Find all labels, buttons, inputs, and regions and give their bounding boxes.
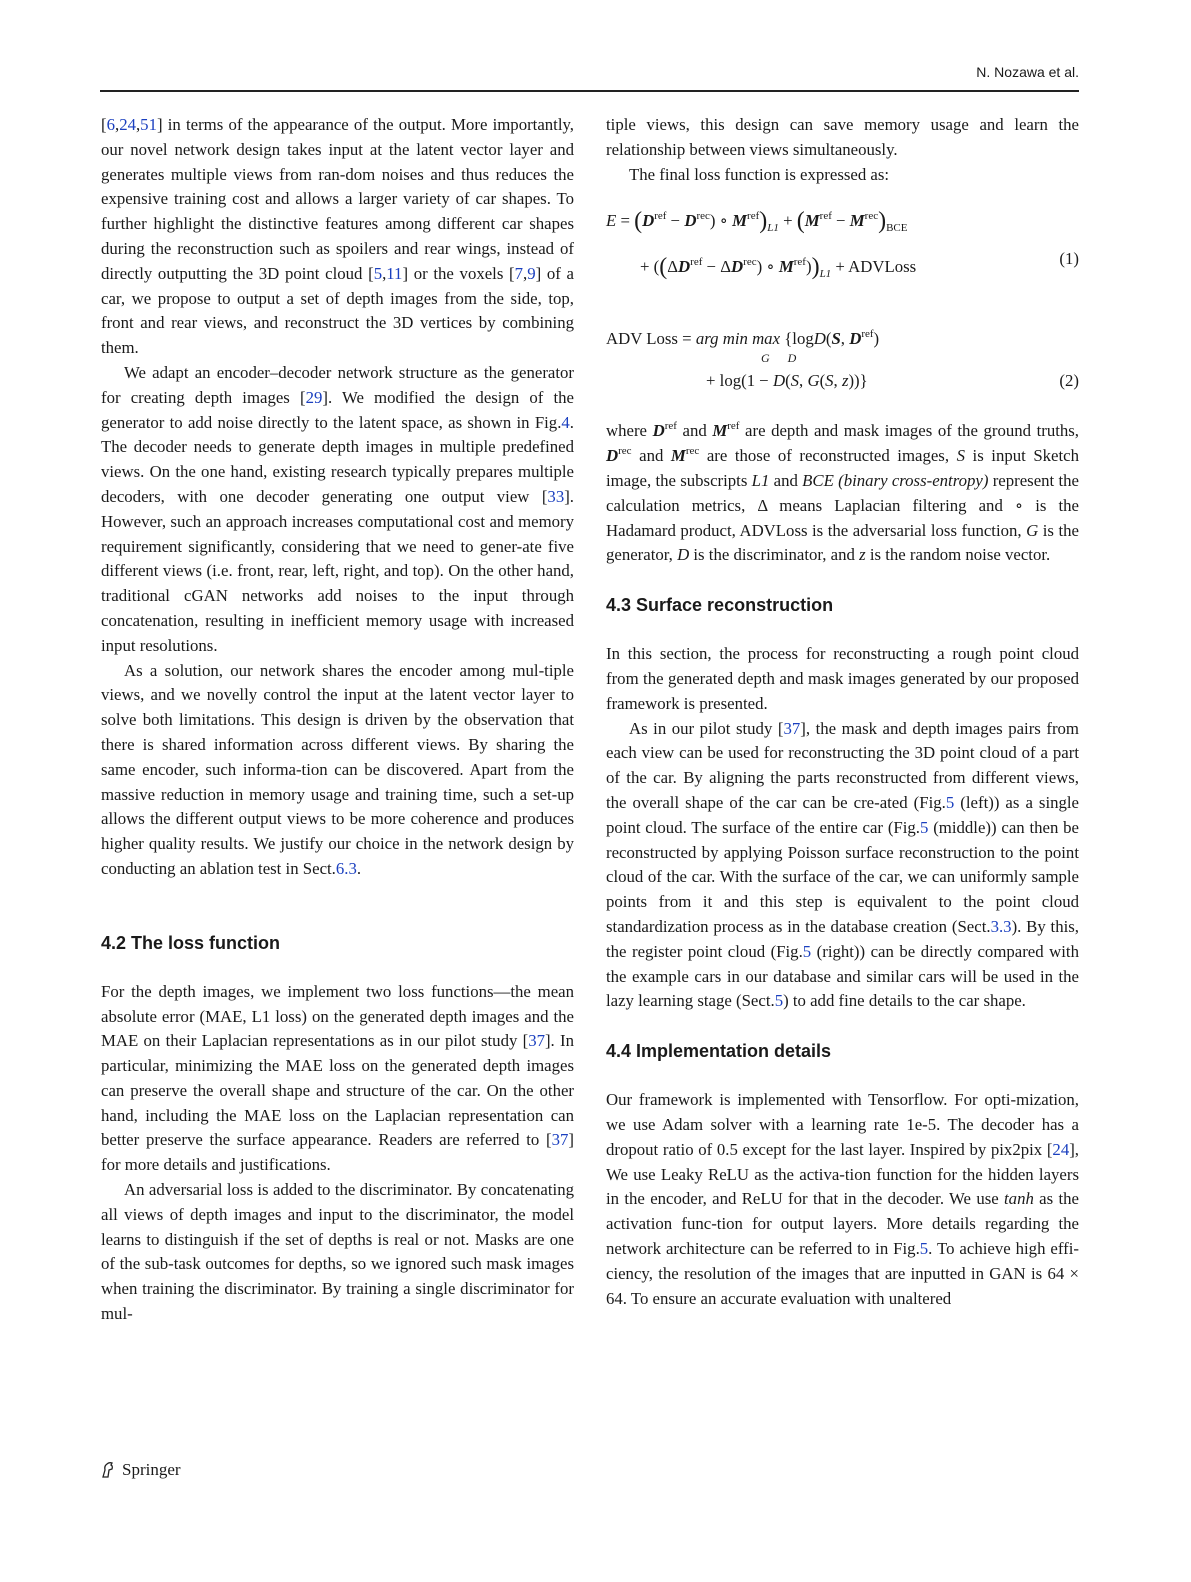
equation-number: (2): [1059, 371, 1079, 391]
paragraph: An adversarial loss is added to the discriminator. By concatenating all views of depth images and input to the discriminator, the model learns to distinguish if the set of depths is real or not. Masks are one of the sub-task outcomes for depths, so we ignored such mask images when training the discriminator. By training a single discriminator for mul-: [101, 1180, 574, 1324]
citation-link[interactable]: 37: [551, 1130, 569, 1150]
paragraph: where $D^{ref}$ and $M^{ref}$ are depth and mask images of the ground truths, $D^{rec}$ and $M^{rec}$ are those of reconstructed images, S is input Sketch image, the subscripts L1 and BCE (binary cross-entropy) represent the calculation metrics, Δ means Laplacian filtering and ∘ is the Hadamard product, ADVLoss is the adversarial loss function, G is the generator, D is the discriminator, and z is the random noise vector.: [606, 420, 1080, 565]
paragraph: Our framework is implemented with Tensorflow. For opti-mization, we use Adam solver with a learning rate 1e-5. The decoder has a dropout ratio of 0.5 except for the last layer. Inspired by pix2pix [24], We use Leaky ReLU as the activa-tion function for the hidden layers in the encoder, and ReLU for that in the decoder. We use tanh as the activation func-tion for output layers. More details regarding the network architecture can be referred to in Fig.5. To achieve high effi-ciency, the resolution of the images that are inputted in GAN is 64 × 64. To ensure an accurate evaluation with unaltered: [606, 1090, 1079, 1308]
running-head-author: N. Nozawa et al.: [976, 64, 1079, 80]
paragraph: For the depth images, we implement two loss functions—the mean absolute error (MAE, L1 loss) on the generated depth images and the MAE on their Laplacian representations as in our pilot study [37]. In particular, minimizing the MAE loss on the generated depth images can preserve the overall shape and structure of the car. On the other hand, including the MAE loss on the Laplacian representation can better preserve the surface appearance. Readers are referred to [37] for more details and justifications.: [101, 981, 574, 1175]
publisher-logo: [100, 1460, 181, 1480]
citation-link[interactable]: 6: [106, 115, 115, 134]
citation-link[interactable]: 5: [373, 263, 383, 283]
figure-link[interactable]: 5: [920, 817, 929, 837]
citation-link[interactable]: 9: [527, 263, 536, 283]
citation-link[interactable]: 51: [140, 115, 157, 134]
section-link[interactable]: 5: [774, 991, 784, 1011]
section-heading-4-2: 4.2 The loss function: [101, 932, 281, 953]
paragraph: We adapt an encoder–decoder network structure as the generator for creating depth images [29]. We modified the design of the generator to add noise directly to the latent space, as shown in Fig.4. The decoder needs to generate depth images in multiple predefined views. On the one hand, existing research typically prepares multiple decoders, with one decoder generating one output view [33]. However, such an approach increases computational cost and memory requirement significantly, considering that we need to gener-ate five different views (i.e. front, rear, left, right, and top). On the other hand, traditional cGAN networks add noises to the input through concatenation, resulting in inefficient memory usage with increased input resolutions.: [101, 362, 574, 655]
section-link[interactable]: 3.3: [990, 916, 1012, 936]
citation-link[interactable]: 7: [514, 263, 524, 283]
paragraph: In this section, the process for reconstructing a rough point cloud from the generated depth and mask images generated by our proposed framework is presented.: [606, 644, 1079, 713]
figure-link[interactable]: 5: [919, 1238, 929, 1258]
citation-link[interactable]: 24: [119, 115, 136, 134]
paragraph: tiple views, this design can save memory usage and learn the relationship between views simultaneously.: [606, 115, 1079, 159]
section-heading-4-3: 4.3 Surface reconstruction: [606, 595, 834, 616]
citation-link[interactable]: 11: [386, 263, 403, 283]
figure-link[interactable]: 5: [802, 941, 812, 961]
section-heading-4-4: 4.4 Implementation details: [606, 1041, 832, 1062]
equation-number: (1): [1059, 249, 1079, 269]
citation-link[interactable]: 37: [528, 1031, 545, 1051]
springer-horse-icon: [100, 1461, 116, 1479]
citation-link[interactable]: 37: [783, 718, 801, 738]
left-column: [101, 113, 574, 1327]
paragraph: As in our pilot study [37], the mask and depth images pairs from each view can be used for reconstructing the 3D point cloud of a part of the car. By aligning the parts reconstructed from different views, the overall shape of the car can be cre-ated (Fig.5 (left)) as a single point cloud. The surface of the entire car (Fig.5 (middle)) can then be reconstructed by applying Poisson surface reconstruction to the point cloud of the car. With the surface of the car, we can uniformly sample points from it and this step is equivalent to the point cloud standardization process as in the database creation (Sect.3.3). By this, the register point cloud (Fig.5 (right)) can be directly compared with the example cars in our database and similar cars will be used in the lazy learning stage (Sect.5) to add fine details to the car shape.: [606, 718, 1080, 1011]
citation-link[interactable]: 33: [547, 486, 565, 506]
right-column: [606, 113, 1079, 1311]
section-link[interactable]: 6.3: [335, 858, 357, 878]
figure-link[interactable]: 4: [561, 412, 570, 432]
publisher-name: Springer: [122, 1460, 181, 1479]
header-rule: [100, 90, 1079, 92]
equation-2: ADV Loss = arg min max {logD(S, $D^{ref}$) G D + log(1 − D(S, G(S, z))} (2): [606, 327, 1079, 419]
citation-link[interactable]: 24: [1052, 1139, 1070, 1159]
figure-link[interactable]: 5: [945, 792, 955, 812]
citation-link[interactable]: 29: [305, 387, 323, 407]
paragraph: [6,24,51] in terms of the appearance of the output. More importantly, our novel network design takes input at the latent vector layer and generates multiple views from ran-dom noises and thus reduces the expensive training cost and allows a larger variety of car shapes. To further highlight the distinctive features among different car shapes during the reconstruction such as spoilers and rear wings, instead of directly outputting the 3D point cloud [5,11] or the voxels [7,9] of a car, we propose to output a set of depth images from the side, top, front and rear views, and reconstruct the 3D vertices by combining them.: [101, 115, 574, 358]
equation-1: $E = (D^{ref} - D^{rec})$ ∘ $M^{ref})_{L1} + (M^{ref} - M^{rec})_{BCE}$ + ($(\Delta D^{ref} - \Delta D^{rec})$ ∘ $M^{ref}))_{L1}$ + ADVLoss (1): [606, 208, 1079, 281]
paragraph: As a solution, our network shares the encoder among mul-tiple views, and we novelly control the input at the latent vector layer to solve both limitations. This design is driven by the observation that there is shared information across different views. By sharing the same encoder, such informa-tion can be discovered. Apart from the massive reduction in memory usage and training time, such a set-up allows the different output views to be more coherence and produces higher quality results. We justify our choice in the network design by conducting an ablation test in Sect.6.3.: [101, 660, 574, 878]
paragraph: The final loss function is expressed as:: [629, 164, 890, 184]
